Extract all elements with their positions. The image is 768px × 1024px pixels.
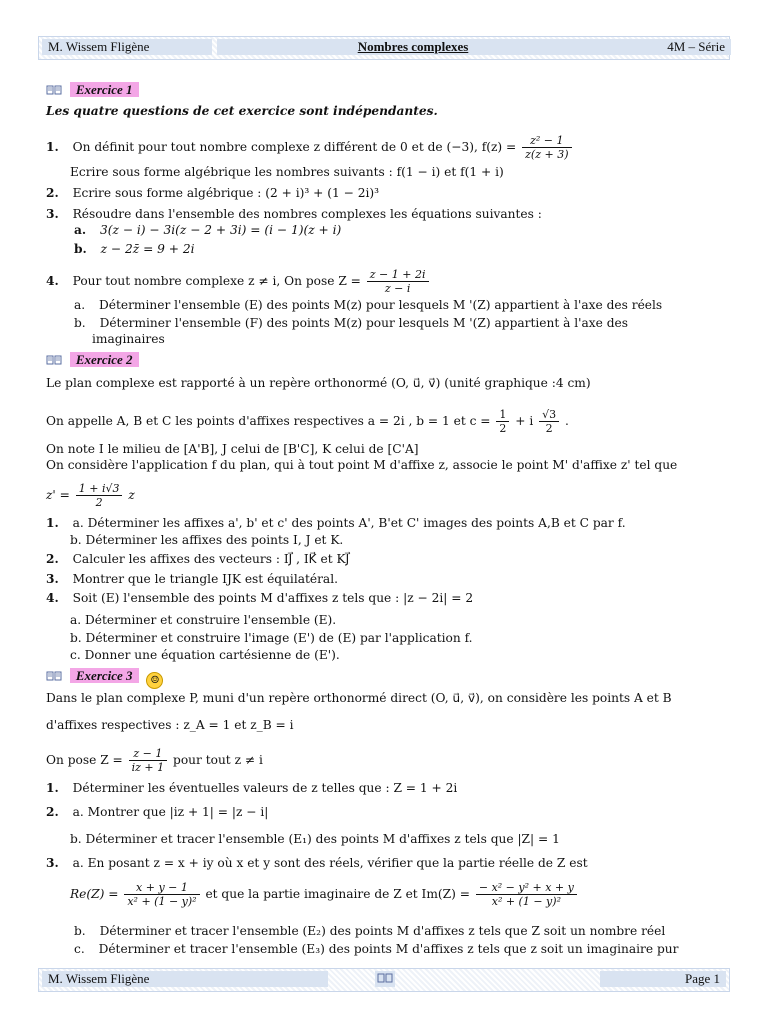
ex2-heading <box>46 352 139 368</box>
ex1-q4-text: Pour tout nombre complexe z ≠ i, On pose Z = <box>72 274 361 288</box>
ex1-q4b-cont: imaginaires <box>92 332 165 346</box>
ex3-q2a: 2. a. Montrer que |iz + 1| = |z − i| <box>46 805 269 819</box>
ex1-q3-text: Résoudre dans l'ensemble des nombres complexes les équations suivantes : <box>72 207 542 221</box>
ex1-q3 <box>46 207 542 222</box>
ex1-q4-fraction: $\frac{z - 1 + 2i}{z - i}$ <box>367 268 429 295</box>
page-header <box>38 36 730 60</box>
ex2-l5: z' = $\frac{1 + i√3}{2}$ z <box>46 482 135 509</box>
ex3-q2b: b. Déterminer et tracer l'ensemble (E₁) des points M d'affixes z tels que |Z| = 1 <box>70 832 560 846</box>
ex1-label: Exercice 1 <box>70 82 139 97</box>
book-icon <box>46 355 62 365</box>
ex3-q1: 1. Déterminer les éventuelles valeurs de z telles que : Z = 1 + 2i <box>46 781 458 795</box>
header-title: Nombres complexes <box>217 39 609 55</box>
page-footer <box>38 968 730 992</box>
ex3-q3b: b. Déterminer et tracer l'ensemble (E₂) des points M d'affixes z tels que Z soit un nombre réel <box>74 924 666 938</box>
ex1-q2-text: Ecrire sous forme algébrique : (2 + i)³ + (1 − 2i)³ <box>72 186 380 200</box>
ex2-q4b: b. Déterminer et construire l'image (E') de (E) par l'application f. <box>70 631 473 645</box>
item-number: 3. <box>46 207 59 221</box>
footer-page-number: Page 1 <box>600 971 726 987</box>
ex2-q3: 3. Montrer que le triangle IJK est équilatéral. <box>46 572 338 586</box>
ex1-heading <box>46 82 139 98</box>
ex3-l3: On pose Z = $\frac{z - 1}{iz + 1}$ pour tout z ≠ i <box>46 747 263 774</box>
ex2-l2: On appelle A, B et C les points d'affixes respectives a = 2i , b = 1 et c = $\frac{1}{2}$ + i $\frac{√3}{2}$ . <box>46 408 569 435</box>
ex1-q1-fraction: $\frac{\text{z² − 1}}{z(z + 3)}$ <box>522 134 571 161</box>
item-number: 4. <box>46 274 59 288</box>
ex1-q4 <box>46 268 431 295</box>
ex1-q1-text: On définit pour tout nombre complexe z différent de 0 et de (−3), f(z) = <box>72 140 517 154</box>
book-icon <box>46 85 62 95</box>
ex2-label: Exercice 2 <box>70 352 139 367</box>
ex2-q4a: a. Déterminer et construire l'ensemble (E). <box>70 613 337 627</box>
ex1-q1 <box>46 134 574 161</box>
ex2-q2: 2. Calculer les affixes des vecteurs : IJ⃗ , IK⃗ et KJ⃗ <box>46 552 350 566</box>
header-author: M. Wissem Fligène <box>42 39 212 55</box>
ex3-label: Exercice 3 <box>70 668 139 683</box>
ex3-l1: Dans le plan complexe P, muni d'un repère orthonormé direct (O, u⃗, v⃗), on considère les points A et B <box>46 691 672 705</box>
ex3-q3-formulas: Re(Z) = $\frac{x + y - 1}{\text{x² + (1 − y)²}}$ et que la partie imaginaire de Z et Im(Z) = $\frac{\text{− x² − y² + x + y}}{\text{x² + (1 − y)²}}$ <box>70 881 579 908</box>
item-number: 1. <box>46 140 59 154</box>
item-number: 2. <box>46 186 59 200</box>
ex2-l4: On considère l'application f du plan, qui à tout point M d'affixe z, associe le point M' d'affixe z' tel que <box>46 458 678 472</box>
book-icon <box>46 671 62 681</box>
ex3-q3c: c. Déterminer et tracer l'ensemble (E₃) des points M d'affixes z tels que z soit un imaginaire pur <box>74 942 679 956</box>
header-series: 4M – Série <box>595 39 731 55</box>
ex1-q3a: a. 3(z − i) − 3i(z − 2 + 3i) = (i − 1)(z + i) <box>74 223 342 237</box>
ex2-q1b: b. Déterminer les affixes des points I, J et K. <box>70 533 344 547</box>
ex3-q3a: 3. a. En posant z = x + iy où x et y sont des réels, vérifier que la partie réelle de Z est <box>46 856 588 870</box>
ex1-q4b: b. Déterminer l'ensemble (F) des points M(z) pour lesquels M '(Z) appartient à l'axe des <box>74 316 628 330</box>
smiley-icon: ☺ <box>146 672 163 689</box>
ex2-l1: Le plan complexe est rapporté à un repère orthonormé (O, u⃗, v⃗) (unité graphique :4 cm) <box>46 376 591 390</box>
ex2-q1a: 1. a. Déterminer les affixes a', b' et c' des points A', B'et C' images des points A,B et C par f. <box>46 516 626 530</box>
ex1-q4a: a. Déterminer l'ensemble (E) des points M(z) pour lesquels M '(Z) appartient à l'axe des réels <box>74 298 663 312</box>
ex1-q1b: Ecrire sous forme algébrique les nombres suivants : f(1 − i) et f(1 + i) <box>70 165 504 179</box>
ex1-q3b: b. z − 2z̄ = 9 + 2i <box>74 242 195 256</box>
footer-author: M. Wissem Fligène <box>42 971 328 987</box>
ex2-q4c: c. Donner une équation cartésienne de (E'). <box>70 648 340 662</box>
ex3-heading <box>46 668 163 689</box>
ex2-q4: 4. Soit (E) l'ensemble des points M d'affixes z tels que : |z − 2i| = 2 <box>46 591 474 605</box>
ex1-q2 <box>46 186 379 201</box>
ex1-intro: Les quatre questions de cet exercice sont indépendantes. <box>46 104 438 118</box>
book-icon <box>375 971 395 987</box>
ex3-l2: d'affixes respectives : z_A = 1 et z_B = i <box>46 718 294 732</box>
ex2-l3: On note I le milieu de [A'B], J celui de [B'C], K celui de [C'A] <box>46 442 419 456</box>
